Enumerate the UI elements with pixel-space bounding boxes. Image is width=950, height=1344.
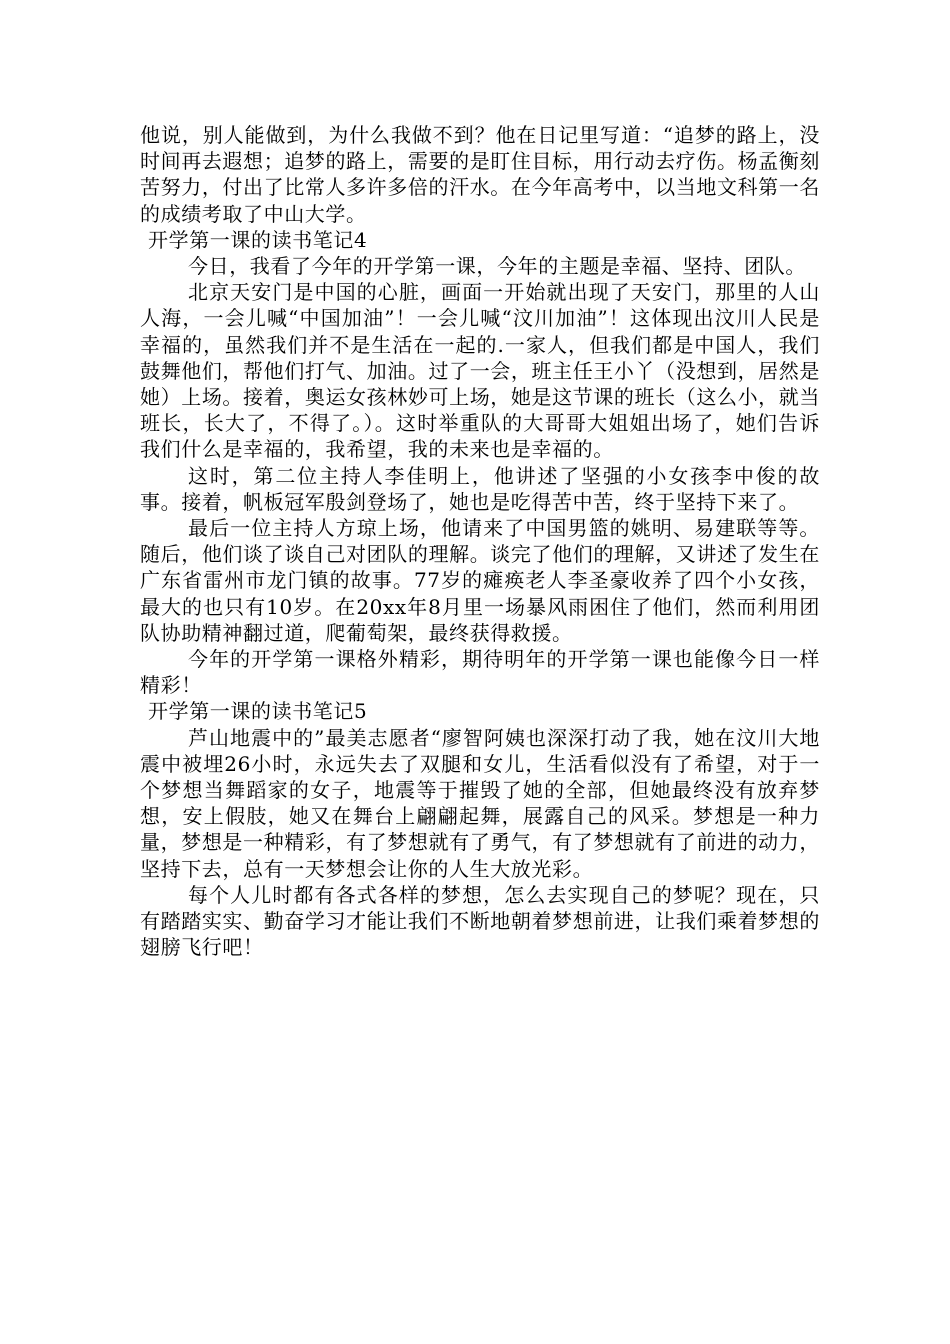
paragraph: 今日，我看了今年的开学第一课，今年的主题是幸福、坚持、团队。 [188,254,806,279]
section-heading-5: 开学第一课的读书笔记5 [148,699,368,724]
paragraph: 北京天安门是中国的心脏，画面一开始就出现了天安门，那里的人山人海，一会儿喊“中国加油”！一会儿喊“汶川加油”！这体现出汶川人民是幸福的，虽然我们并不是生活在一起的.一家人，但我们都是中国人，我们鼓舞他们，帮他们打气、加油。过了一会，班主任王小丫（没想到，居然是她）上场。接着，奥运女孩林妙可上场，她是这节课的班长（这么小，就当班长，长大了，不得了。）。这时举重队的大哥哥大姐姐出场了，她们告诉我们什么是幸福的，我希望，我的未来也是幸福的。 [140,280,820,462]
paragraph-continued: 他说，别人能做到，为什么我做不到？他在日记里写道：“追梦的路上，没时间再去遐想；追梦的路上，需要的是盯住目标，用行动去疗伤。杨孟衡刻苦努力，付出了比常人多许多倍的汗水。在今年高考中，以当地文科第一名的成绩考取了中山大学。 [140,123,820,226]
paragraph: 芦山地震中的”最美志愿者“廖智阿姨也深深打动了我，她在汶川大地震中被埋26小时，永远失去了双腿和女儿，生活看似没有了希望，对于一个梦想当舞蹈家的女子，地震等于摧毁了她的全部，但她最终没有放弃梦想，安上假肢，她又在舞台上翩翩起舞，展露自己的风采。梦想是一种力量，梦想是一种精彩，有了梦想就有了勇气，有了梦想就有了前进的动力，坚持下去，总有一天梦想会让你的人生大放光彩。 [140,725,820,881]
paragraph: 今年的开学第一课格外精彩，期待明年的开学第一课也能像今日一样精彩！ [140,647,820,698]
paragraph: 这时，第二位主持人李佳明上，他讲述了坚强的小女孩李中俊的故事。接着，帆板冠军殷剑登场了，她也是吃得苦中苦，终于坚持下来了。 [140,463,820,514]
paragraph: 最后一位主持人方琼上场，他请来了中国男篮的姚明、易建联等等。随后，他们谈了谈自己对团队的理解。谈完了他们的理解，又讲述了发生在广东省雷州市龙门镇的故事。77岁的瘫痪老人李圣豪收养了四个小女孩，最大的也只有10岁。在20xx年8月里一场暴风雨困住了他们，然而利用团队协助精神翻过道，爬葡萄架，最终获得救援。 [140,516,820,645]
document-body [140,122,820,961]
paragraph: 每个人儿时都有各式各样的梦想，怎么去实现自己的梦呢？现在，只有踏踏实实、勤奋学习才能让我们不断地朝着梦想前进，让我们乘着梦想的翅膀飞行吧！ [140,882,820,960]
section-heading-4: 开学第一课的读书笔记4 [148,227,368,252]
